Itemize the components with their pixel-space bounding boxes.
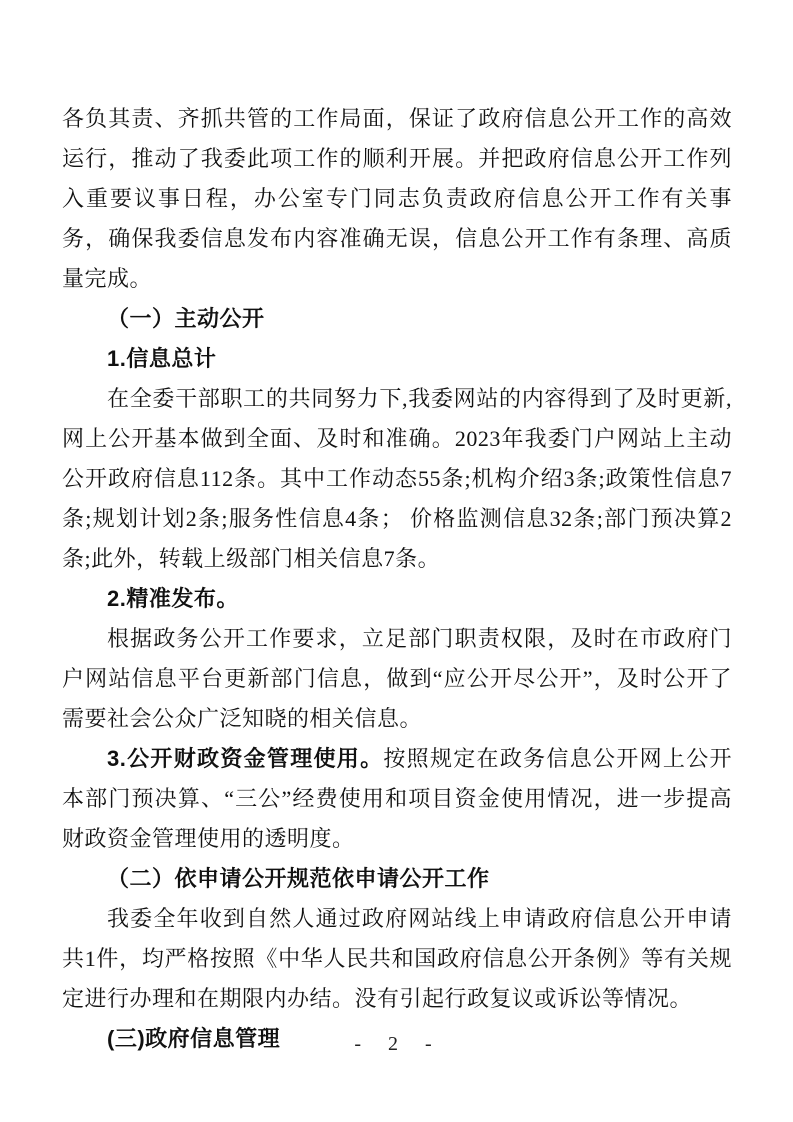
paragraph-continuation: 各负其责、齐抓共管的工作局面，保证了政府信息公开工作的高效运行，推动了我委此项工作的顺利开展。并把政府信息公开工作列入重要议事日程，办公室专门同志负责政府信息公开工作有关事务，确保我委信息发布内容准确无误，信息公开工作有条理、高质量完成。 xyxy=(62,106,732,291)
paragraph: 我委全年收到自然人通过政府网站线上申请政府信息公开申请共1件，均严格按照《中华人民共和国政府信息公开条例》等有关规定进行办理和在期限内办结。没有引起行政复议或诉讼等情况。 xyxy=(62,906,732,1011)
paragraph xyxy=(62,739,732,859)
page-number: - 2 - xyxy=(354,1033,439,1055)
section-heading-1: （一）主动公开 xyxy=(107,306,265,331)
section-heading-2: （二）依申请公开规范依申请公开工作 xyxy=(107,866,490,891)
page-content xyxy=(62,99,732,1059)
subsection-heading-2: 2.精准发布。 xyxy=(107,586,239,611)
paragraph: 根据政务公开工作要求，立足部门职责权限，及时在市政府门户网站信息平台更新部门信息，做到“应公开尽公开”，及时公开了需要社会公众广泛知晓的相关信息。 xyxy=(62,626,732,731)
section-heading-3: (三)政府信息管理 xyxy=(107,1026,281,1051)
subsection-heading-1: 1.信息总计 xyxy=(107,346,217,371)
paragraph: 在全委干部职工的共同努力下,我委网站的内容得到了及时更新,网上公开基本做到全面、及时和准确。2023年我委门户网站上主动公开政府信息112条。其中工作动态55条;机构介绍3条;政策性信息7条;规划计划2条;服务性信息4条； 价格监测信息32条;部门预决算2条;此外，转载上级部门相关信息7条。 xyxy=(62,386,732,571)
paragraph-text: 按照规定在政务信息公开网上公开本部门预决算、“三公”经费使用和项目资金使用情况，进一步提高财政资金管理使用的透明度。 xyxy=(62,746,732,851)
paragraph-lead: 3.公开财政资金管理使用。 xyxy=(107,746,384,771)
